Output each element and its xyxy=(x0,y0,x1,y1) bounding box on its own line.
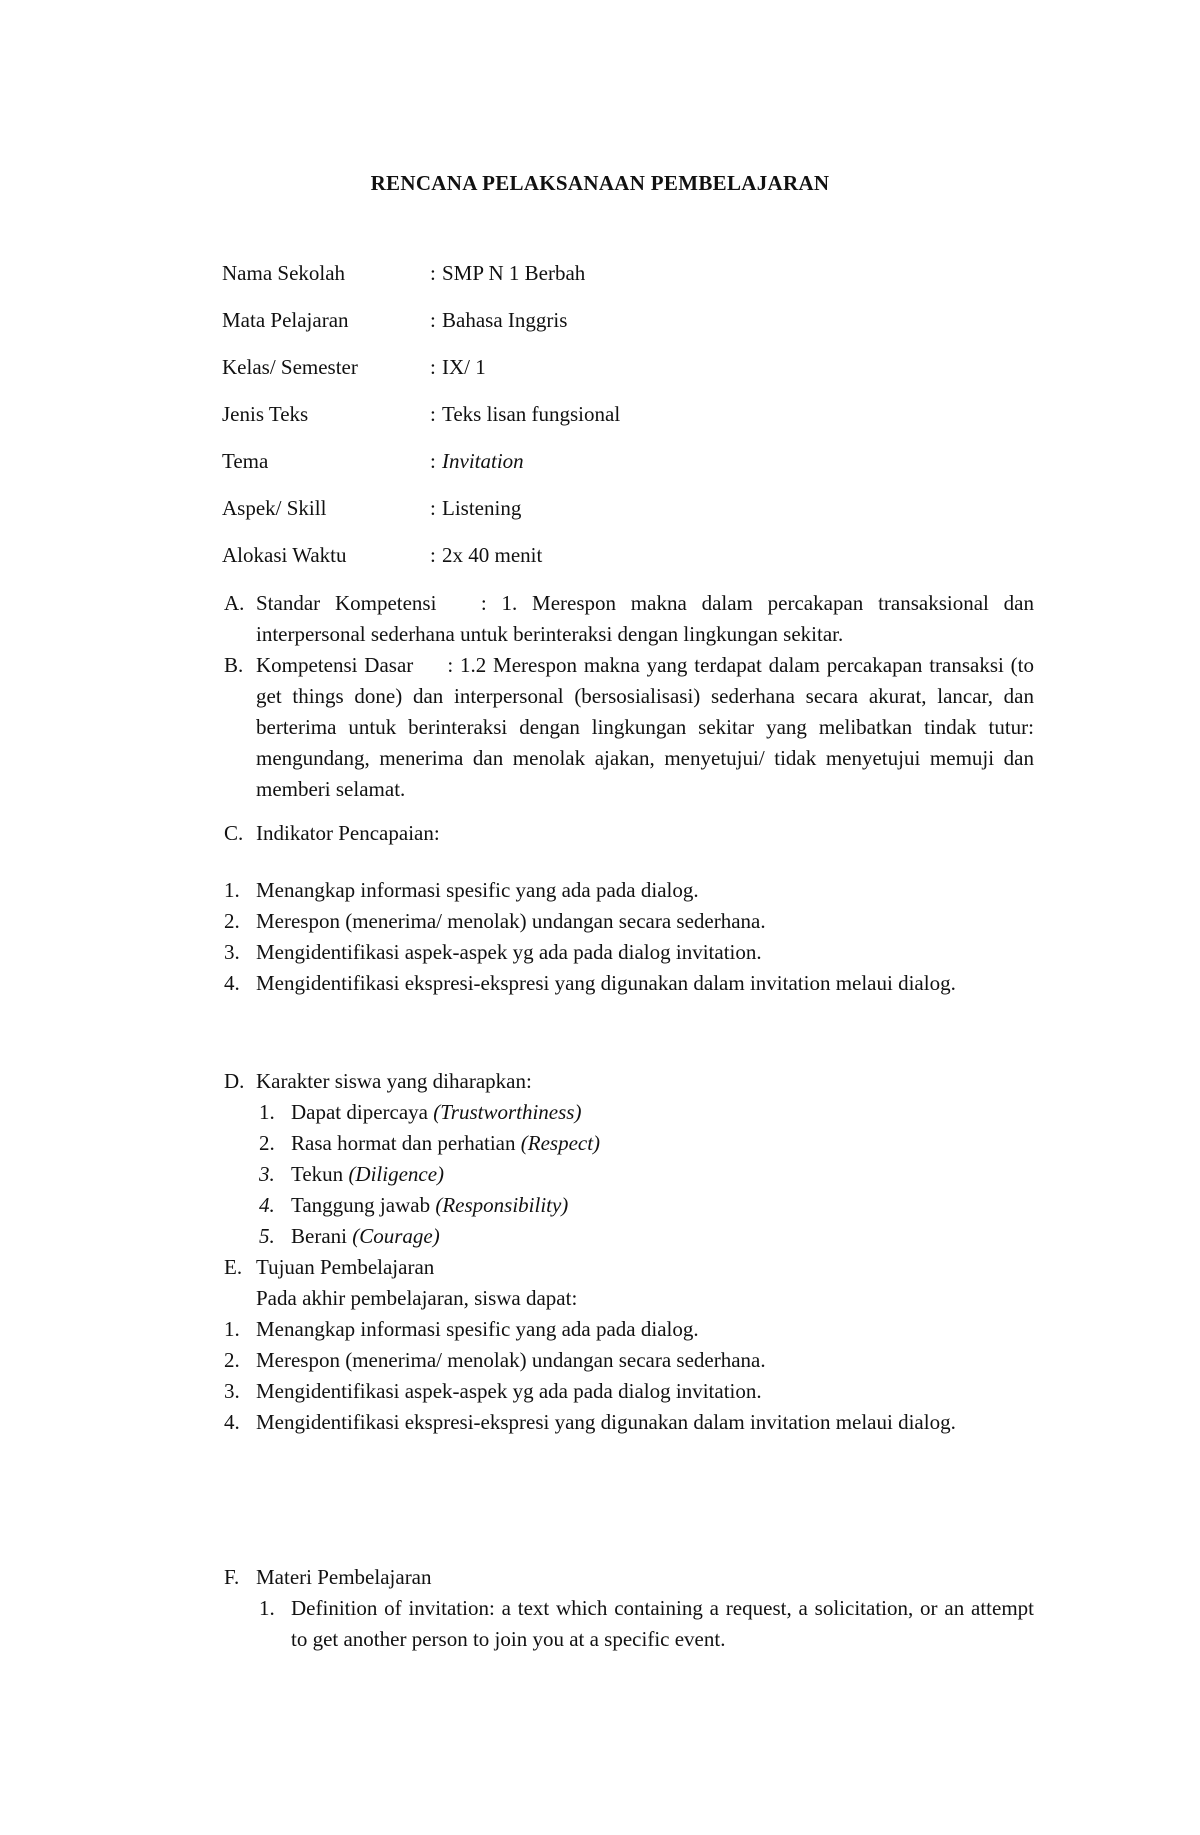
list-item xyxy=(224,937,1034,968)
meta-value: IX/ 1 xyxy=(442,355,486,379)
list-item xyxy=(259,1221,1034,1252)
section-letter: F. xyxy=(224,1565,240,1589)
list-item xyxy=(224,1345,1034,1376)
list-text-english: (Courage) xyxy=(352,1224,440,1248)
list-number: 1. xyxy=(224,878,240,902)
section-tujuan xyxy=(224,1252,1034,1438)
meta-label: Nama Sekolah xyxy=(222,261,346,285)
list-item xyxy=(224,875,1034,906)
karakter-list xyxy=(259,1097,1034,1252)
list-item xyxy=(224,906,1034,937)
list-text: Mengidentifikasi ekspresi-ekspresi yang digunakan dalam invitation melaui dialog. xyxy=(256,1410,956,1434)
list-text: Merespon (menerima/ menolak) undangan secara sederhana. xyxy=(256,1348,766,1372)
section-karakter xyxy=(224,1066,1034,1252)
list-text-english: (Trustworthiness) xyxy=(433,1100,582,1124)
list-number: 3. xyxy=(259,1162,275,1186)
section-heading xyxy=(224,1066,1034,1097)
section-letter: B. xyxy=(224,653,244,677)
meta-label: Tema xyxy=(222,449,269,473)
list-number: 2. xyxy=(224,909,240,933)
list-text-english: (Diligence) xyxy=(348,1162,445,1186)
list-number: 4. xyxy=(224,971,240,995)
list-text: Tekun xyxy=(291,1162,344,1186)
list-number: 1. xyxy=(224,1317,240,1341)
section-letter: A. xyxy=(224,591,245,615)
list-item xyxy=(224,1376,1034,1407)
list-text-english: (Respect) xyxy=(520,1131,601,1155)
section-text: 1.2 Merespon makna yang terdapat dalam percakapan transaksi (to get things done) dan interpersonal (bersosialisasi) sederhana secara akurat, lancar, dan berterima untuk berinteraksi dengan lingkungan sekitar yang melibatkan tindak tutur: mengundang, menerima dan menolak ajakan, menyetujui/ tidak menyetujui memuji dan memberi selamat. xyxy=(256,653,1034,801)
list-text: Dapat dipercaya xyxy=(291,1100,429,1124)
meta-separator: : xyxy=(430,496,436,520)
meta-value: SMP N 1 Berbah xyxy=(442,261,586,285)
meta-row-time xyxy=(222,540,620,587)
section-heading-text: Karakter siswa yang diharapkan: xyxy=(256,1069,532,1093)
materi-list xyxy=(259,1593,1034,1655)
section-indikator xyxy=(224,818,1034,999)
meta-label: Alokasi Waktu xyxy=(222,543,347,567)
list-item xyxy=(259,1190,1034,1221)
section-heading-text: Tujuan Pembelajaran xyxy=(256,1255,435,1279)
meta-row-theme xyxy=(222,446,620,493)
tujuan-list xyxy=(224,1314,1034,1438)
section-letter: E. xyxy=(224,1255,243,1279)
list-text: Mengidentifikasi ekspresi-ekspresi yang digunakan dalam invitation melaui dialog. xyxy=(256,971,956,995)
list-text: Tanggung jawab xyxy=(291,1193,431,1217)
list-number: 5. xyxy=(259,1224,275,1248)
list-item xyxy=(224,1314,1034,1345)
identity-table xyxy=(222,258,620,587)
meta-value: Bahasa Inggris xyxy=(442,308,568,332)
section-label: Standar Kompetensi xyxy=(256,591,437,615)
meta-separator: : xyxy=(430,402,436,426)
meta-row-subject xyxy=(222,305,620,352)
list-item xyxy=(259,1128,1034,1159)
list-number: 4. xyxy=(259,1193,275,1217)
list-number: 2. xyxy=(259,1131,275,1155)
meta-separator: : xyxy=(430,543,436,567)
meta-label: Kelas/ Semester xyxy=(222,355,358,379)
section-letter: C. xyxy=(224,821,244,845)
list-number: 3. xyxy=(224,1379,240,1403)
meta-separator: : xyxy=(430,355,436,379)
section-label: Kompetensi Dasar xyxy=(256,653,414,677)
list-item xyxy=(224,968,1034,999)
list-number: 3. xyxy=(224,940,240,964)
meta-row-class xyxy=(222,352,620,399)
list-number: 4. xyxy=(224,1410,240,1434)
section-separator: : xyxy=(447,653,454,677)
section-standar-kompetensi xyxy=(224,588,1034,650)
section-heading xyxy=(224,818,1034,849)
list-item xyxy=(259,1159,1034,1190)
list-text: Menangkap informasi spesific yang ada pada dialog. xyxy=(256,1317,699,1341)
meta-row-text-type xyxy=(222,399,620,446)
meta-label: Aspek/ Skill xyxy=(222,496,327,520)
section-heading xyxy=(224,1562,1034,1593)
section-materi xyxy=(224,1562,1034,1655)
meta-value: Listening xyxy=(442,496,522,520)
list-text-english: (Responsibility) xyxy=(435,1193,569,1217)
section-separator: : xyxy=(480,591,487,615)
section-text: 1. Merespon makna dalam percakapan transaksional dan interpersonal sederhana untuk berinteraksi dengan lingkungan sekitar. xyxy=(256,591,1034,646)
meta-separator: : xyxy=(430,261,436,285)
meta-separator: : xyxy=(430,449,436,473)
list-item xyxy=(259,1593,1034,1655)
list-text: Definition of invitation: a text which containing a request, a solicitation, or an attempt to get another person to join you at a specific event. xyxy=(291,1596,1034,1651)
section-heading-text: Materi Pembelajaran xyxy=(256,1565,432,1589)
list-text: Berani xyxy=(291,1224,347,1248)
section-intro: Pada akhir pembelajaran, siswa dapat: xyxy=(256,1286,578,1310)
section-heading xyxy=(224,1252,1034,1283)
list-number: 2. xyxy=(224,1348,240,1372)
meta-separator: : xyxy=(430,308,436,332)
meta-row-school xyxy=(222,258,620,305)
list-number: 1. xyxy=(259,1596,275,1620)
section-kompetensi-dasar xyxy=(224,650,1034,805)
section-letter: D. xyxy=(224,1069,245,1093)
meta-value: Invitation xyxy=(442,449,524,473)
list-text: Mengidentifikasi aspek-aspek yg ada pada dialog invitation. xyxy=(256,940,762,964)
meta-label: Mata Pelajaran xyxy=(222,308,349,332)
meta-value: Teks lisan fungsional xyxy=(442,402,621,426)
list-text: Rasa hormat dan perhatian xyxy=(291,1131,516,1155)
page-title: RENCANA PELAKSANAAN PEMBELAJARAN xyxy=(370,171,830,195)
list-number: 1. xyxy=(259,1100,275,1124)
list-text: Menangkap informasi spesific yang ada pada dialog. xyxy=(256,878,699,902)
list-item xyxy=(259,1097,1034,1128)
meta-label: Jenis Teks xyxy=(222,402,309,426)
list-item xyxy=(224,1407,1034,1438)
meta-value: 2x 40 menit xyxy=(442,543,543,567)
list-text: Merespon (menerima/ menolak) undangan secara sederhana. xyxy=(256,909,766,933)
list-text: Mengidentifikasi aspek-aspek yg ada pada dialog invitation. xyxy=(256,1379,762,1403)
section-heading-text: Indikator Pencapaian: xyxy=(256,821,440,845)
indikator-list xyxy=(224,875,1034,999)
meta-row-skill xyxy=(222,493,620,540)
